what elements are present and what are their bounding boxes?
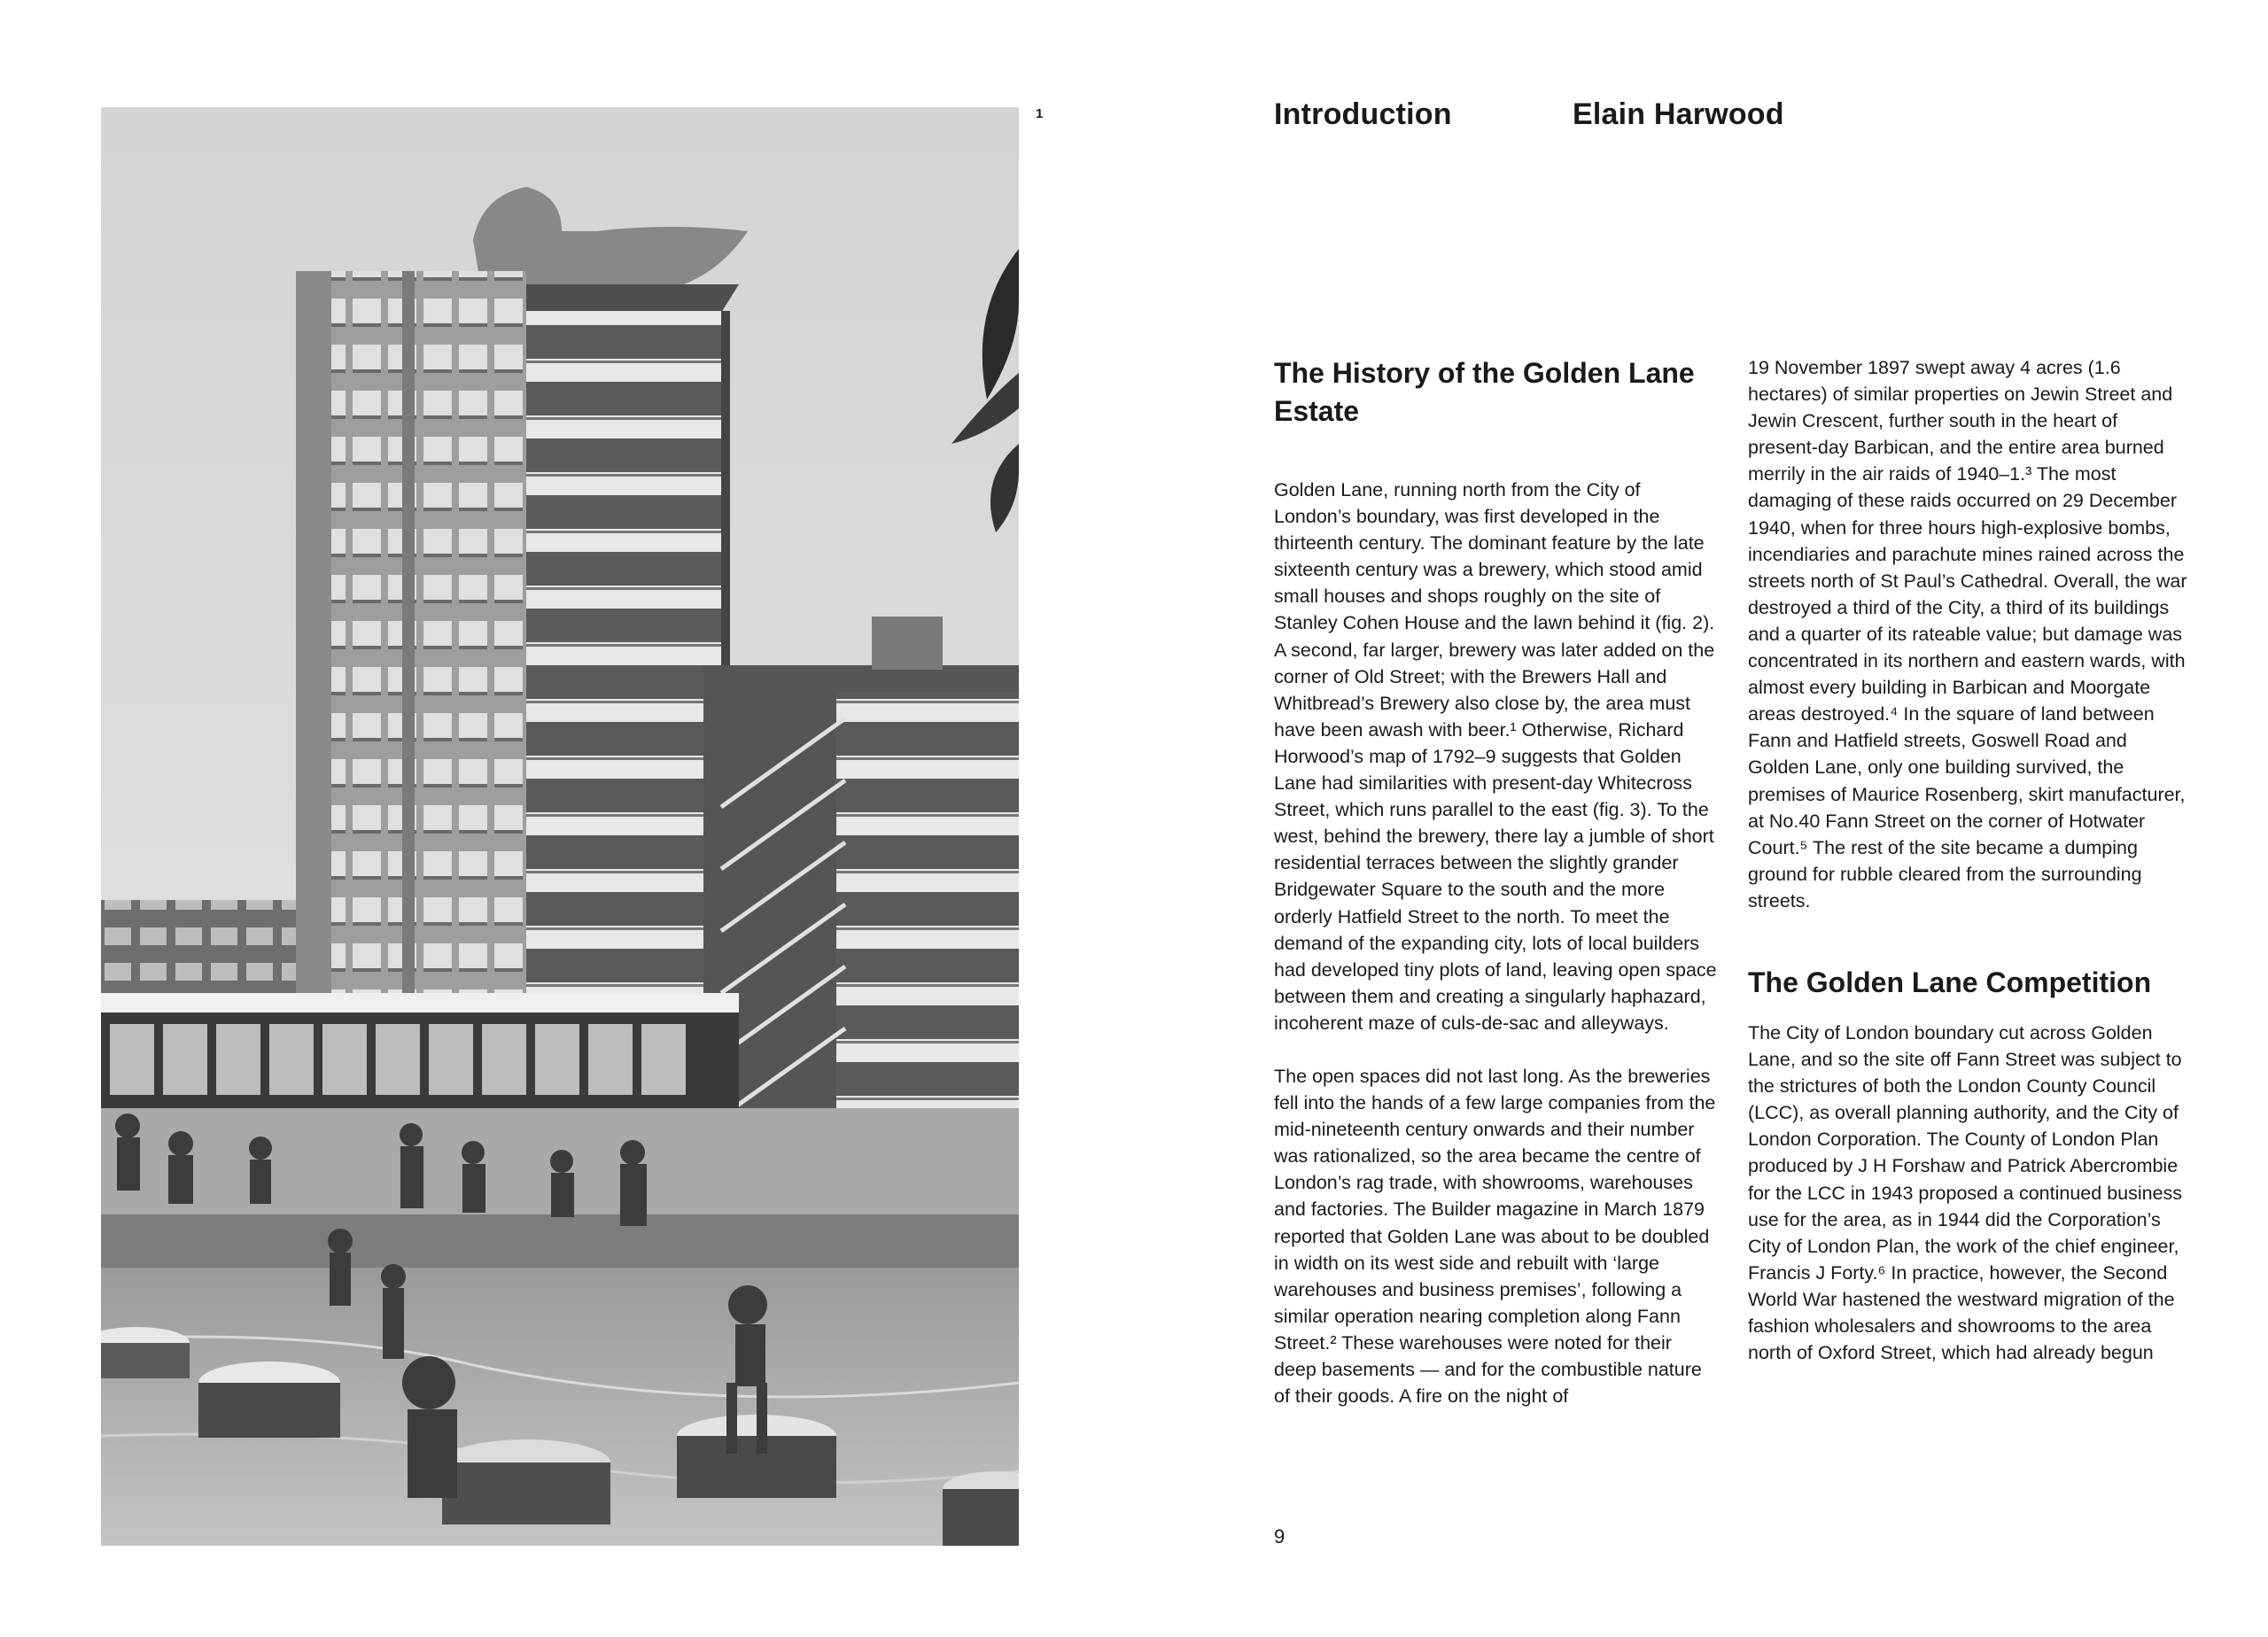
body-paragraph: The City of London boundary cut across Golden Lane, and so the site off Fann Street was subject to the strictures of both the London County Council (LCC), as overall planning authority, and the City of London Corporation. The County of London Plan produced by J H Forshaw and Patrick Abercrombie for the LCC in 1943 proposed a continued business use for the area, as in 1944 did the Corporation’s City of London Plan, the work of the chief engineer, Francis J Forty.⁶ In practice, however, the Second World War hastened the westward migration of the fashion wholesalers and showrooms to the area north of Oxford Street, which had already begun	[1748, 1021, 2183, 1364]
figure-number: 1	[1036, 106, 1044, 121]
section-title-history: The History of the Golden Lane Estate	[1274, 357, 1695, 427]
body-paragraph-continued: 19 November 1897 swept away 4 acres (1.6 hectares) of similar properties on Jewin Street and Jewin Crescent, further south in the heart of present-day Barbican, and the entire area burned merrily in the air raids of 1940–1.³ The most damaging of these raids occurred on 29 December 1940, when for three hours high-explosive bombs, incendiaries and parachute mines rained across the streets north of St Paul’s Cathedral. Overall, the war destroyed a third of the City, a third of its buildings and a quarter of its rateable value; but damage was concentrated in its northern and eastern wards, with almost every building in Barbican and Moorgate areas destroyed.⁴ In the square of land between Fann and Hatfield streets, Goswell Road and Golden Lane, only one building survived, the premises of Maurice Rosenberg, skirt manufacturer, at No.40 Fann Street on the corner of Hotwater Court.⁵ The rest of the site became a dumping ground for rubble cleared from the surrounding streets.	[1748, 357, 2187, 912]
page-number: 9	[1274, 1525, 1285, 1548]
author-name: Elain Harwood	[1573, 97, 1784, 131]
text-column-1	[1274, 354, 1717, 1409]
section-heading: Introduction	[1274, 97, 1452, 131]
photo-illustration	[101, 107, 1019, 1546]
figure-photo	[101, 107, 1019, 1546]
body-paragraph: The open spaces did not last long. As the breweries fell into the hands of a few large companies from the mid-nineteenth century onwards and their number was rationalized, so the area became the centre of London’s rag trade, with showrooms, warehouses and factories. The Builder magazine in March 1879 reported that Golden Lane was about to be doubled in width on its west side and rebuilt with ‘large warehouses and business premises’, following a similar operation nearing completion along Fann Street.² These warehouses were noted for their deep basements — and for the combustible nature of their goods. A fire on the night of	[1274, 1065, 1716, 1408]
text-column-2	[1748, 354, 2191, 1366]
section-title-competition: The Golden Lane Competition	[1748, 966, 2152, 998]
body-paragraph: Golden Lane, running north from the City of London’s boundary, was first developed in the thirteenth century. The dominant feature by the late sixteenth century was a brewery, which stood amid small houses and shops roughly on the site of Stanley Cohen House and the lawn behind it (fig. 2). A second, far larger, brewery was later added on the corner of Old Street; with the Brewers Hall and Whitbread’s Brewery also close by, the area must have been awash with beer.¹ Otherwise, Richard Horwood’s map of 1792–9 suggests that Golden Lane had similarities with present-day Whitecross Street, which runs parallel to the east (fig. 3). To the west, behind the brewery, there lay a jumble of short residential terraces between the slightly grander Bridgewater Square to the south and the more orderly Hatfield Street to the north. To meet the demand of the expanding city, lots of local builders had developed tiny plots of land, leaving open space between them and creating a singularly haphazard, incoherent maze of culs-de-sac and alleyways.	[1274, 479, 1717, 1034]
